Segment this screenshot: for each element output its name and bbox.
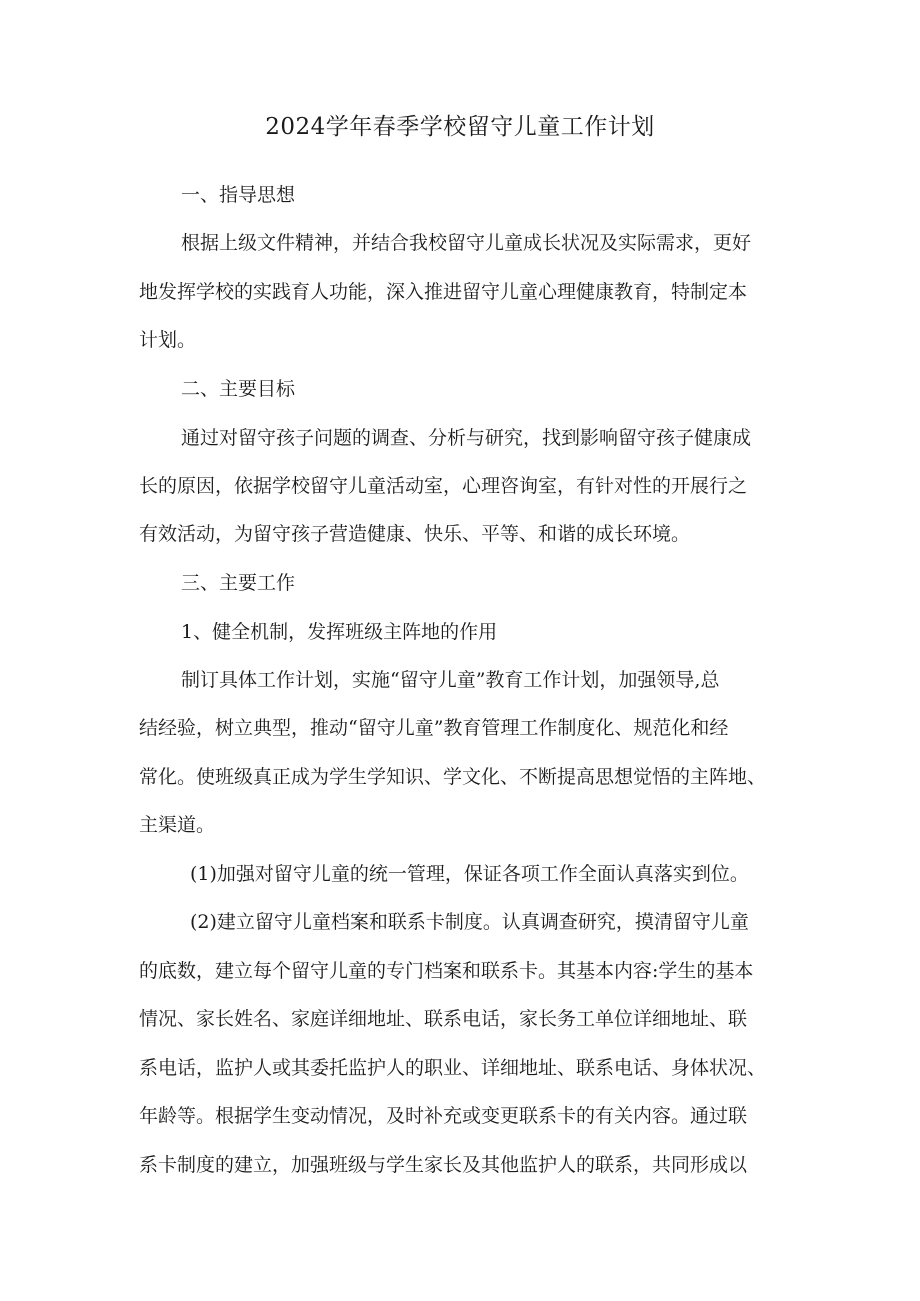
paragraph-line: 常化。使班级真正成为学生学知识、学文化、不断提高思想觉悟的主阵地、 <box>139 766 767 788</box>
subsection-heading: 1、健全机制，发挥班级主阵地的作用 <box>181 621 498 643</box>
paragraph-line: 制订具体工作计划，实施“留守儿童”教育工作计划，加强领导,总 <box>181 669 720 691</box>
paragraph-line: 地发挥学校的实践育人功能，深入推进留守儿童心理健康教育，特制定本 <box>139 281 748 303</box>
paragraph-line: 根据上级文件精神，并结合我校留守儿童成长状况及实际需求，更好 <box>181 232 752 254</box>
paragraph-line: 通过对留守孩子问题的调查、分析与研究，找到影响留守孩子健康成 <box>181 427 752 449</box>
list-item-1: (1)加强对留守儿童的统一管理，保证各项工作全面认真落实到位。 <box>190 863 749 885</box>
paragraph-line: 系电话，监护人或其委托监护人的职业、详细地址、联系电话、身体状况、 <box>139 1057 767 1079</box>
list-item-2: (2)建立留守儿童档案和联系卡制度。认真调查研究，摸清留守儿童 <box>190 911 749 933</box>
paragraph-line: 情况、家长姓名、家庭详细地址、联系电话，家长务工单位详细地址、联 <box>139 1008 748 1030</box>
paragraph-line: 长的原因，依据学校留守儿童活动室，心理咨询室，有针对性的开展行之 <box>139 475 748 497</box>
paragraph-line: 系卡制度的建立，加强班级与学生家长及其他监护人的联系，共同形成以 <box>139 1154 748 1176</box>
document-title: 2024学年春季学校留守儿童工作计划 <box>265 114 655 140</box>
paragraph-line: 年龄等。根据学生变动情况，及时补充或变更联系卡的有关内容。通过联 <box>139 1105 748 1127</box>
section-heading-main-goals: 二、主要目标 <box>181 378 296 400</box>
paragraph-line: 有效活动，为留守孩子营造健康、快乐、平等、和谐的成长环境。 <box>139 523 691 545</box>
section-heading-guiding-ideology: 一、指导思想 <box>181 184 296 206</box>
paragraph-line: 主渠道。 <box>139 814 216 836</box>
section-heading-main-work: 三、主要工作 <box>181 572 296 594</box>
paragraph-line: 的底数，建立每个留守儿童的专门档案和联系卡。其基本内容:学生的基本 <box>139 960 754 982</box>
paragraph-line: 计划。 <box>139 329 197 351</box>
paragraph-line: 结经验，树立典型，推动“留守儿童”教育管理工作制度化、规范化和经 <box>139 717 729 739</box>
